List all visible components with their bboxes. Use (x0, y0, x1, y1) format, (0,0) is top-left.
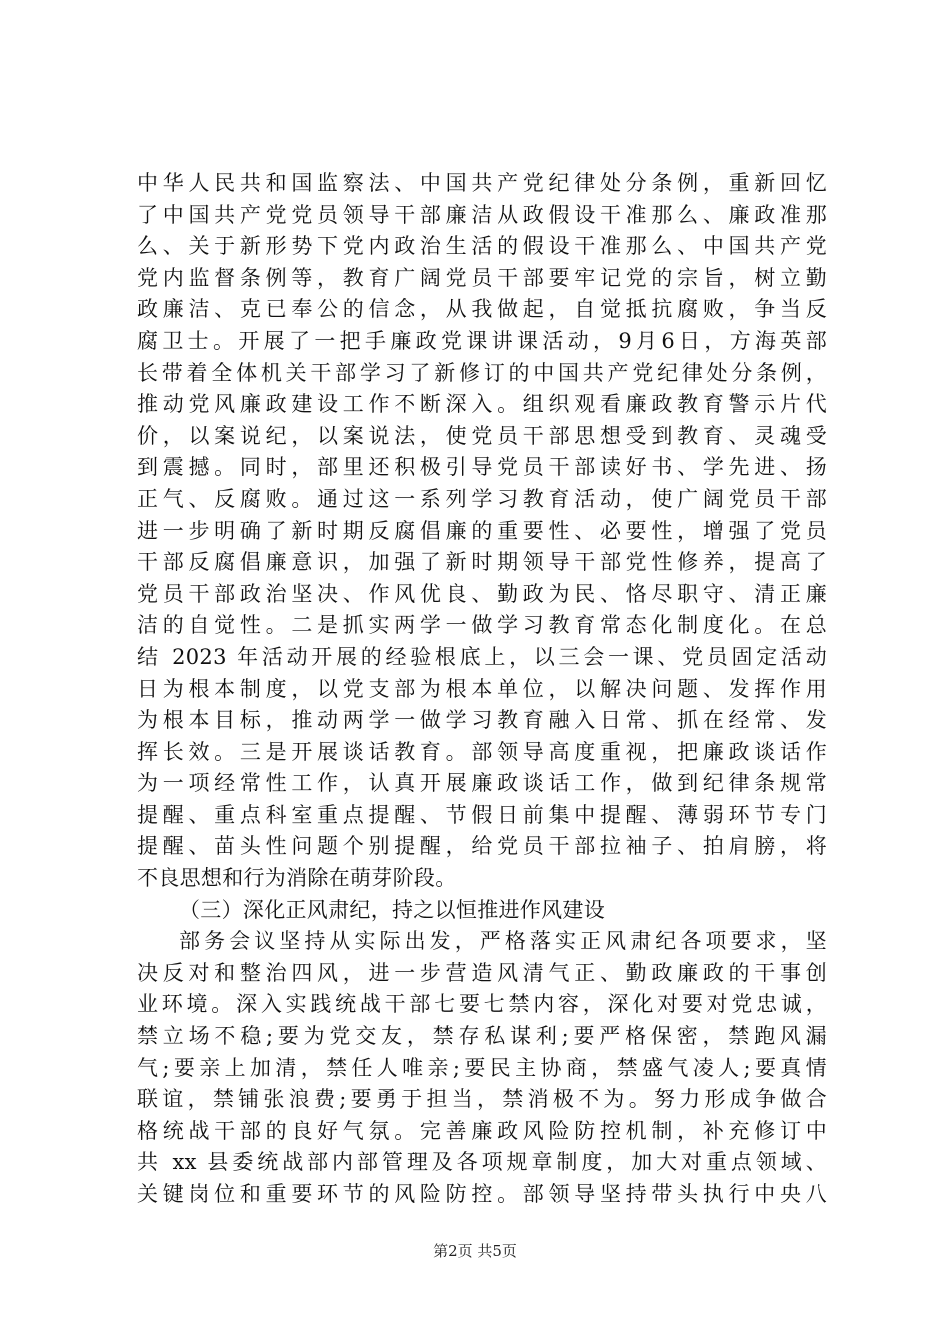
text-line: 提醒、重点科室重点提醒、节假日前集中提醒、薄弱环节专门 (137, 802, 827, 827)
text-line: 党员干部政治坚决、作风优良、勤政为民、恪尽职守、清正廉 (137, 581, 827, 606)
text-line: 共 xx 县委统战部内部管理及各项规章制度，加大对重点领域、 (137, 1150, 827, 1175)
text-line: 价，以案说纪，以案说法，使党员干部思想受到教育、灵魂受 (137, 423, 827, 448)
text-line: 提醒、苗头性问题个别提醒，给党员干部拉袖子、拍肩膀，将 (137, 834, 827, 859)
text-line: 么、关于新形势下党内政治生活的假设干准那么、中国共产党 (137, 234, 827, 259)
text-line: 为一项经常性工作，认真开展廉政谈话工作，做到纪律条规常 (137, 771, 827, 796)
text-line: 业环境。深入实践统战干部七要七禁内容，深化对要对党忠诚， (137, 992, 827, 1017)
text-line: 到震撼。同时，部里还积极引导党员干部读好书、学先进、扬 (137, 455, 827, 480)
text-line: 联谊，禁铺张浪费;要勇于担当，禁消极不为。努力形成争做合 (137, 1087, 827, 1112)
text-line: 格统战干部的良好气氛。完善廉政风险防控机制，补充修订中 (137, 1118, 827, 1143)
document-body (137, 168, 827, 1211)
text-line: 了中国共产党党员领导干部廉洁从政假设干准那么、廉政准那 (137, 202, 827, 227)
text-line: 不良思想和行为消除在萌芽阶段。 (137, 866, 457, 891)
text-line: 结 2023 年活动开展的经验根底上，以三会一课、党员固定活动 (137, 644, 827, 669)
text-line: 腐卫士。开展了一把手廉政党课讲课活动，9月6日，方海英部 (137, 328, 827, 353)
text-line: 禁立场不稳;要为党交友，禁存私谋利;要严格保密，禁跑风漏 (137, 1024, 827, 1049)
text-line: 气;要亲上加清，禁任人唯亲;要民主协商，禁盛气凌人;要真情 (137, 1055, 827, 1080)
text-line: 日为根本制度，以党支部为根本单位，以解决问题、发挥作用 (137, 676, 827, 701)
text-line: 干部反腐倡廉意识，加强了新时期领导干部党性修养，提高了 (137, 550, 827, 575)
text-line: 正气、反腐败。通过这一系列学习教育活动，使广阔党员干部 (137, 486, 827, 511)
page-number-footer: 第2页 共5页 (433, 1242, 517, 1260)
text-line: 政廉洁、克已奉公的信念，从我做起，自觉抵抗腐败，争当反 (137, 297, 827, 322)
text-line: 挥长效。三是开展谈话教育。部领导高度重视，把廉政谈话作 (137, 739, 827, 764)
text-line: 决反对和整治四风，进一步营造风清气正、勤政廉政的干事创 (137, 960, 827, 985)
text-line: 关键岗位和重要环节的风险防控。部领导坚持带头执行中央八 (137, 1182, 827, 1206)
text-line: 推动党风廉政建设工作不断深入。组织观看廉政教育警示片代 (137, 392, 827, 417)
text-line: 洁的自觉性。二是抓实两学一做学习教育常态化制度化。在总 (137, 613, 827, 638)
section-heading: （三）深化正风肃纪，持之以恒推进作风建设 (179, 897, 605, 922)
text-line: 为根本目标，推动两学一做学习教育融入日常、抓在经常、发 (137, 708, 827, 733)
text-line: 党内监督条例等，教育广阔党员干部要牢记党的宗旨，树立勤 (137, 265, 827, 290)
text-line: 进一步明确了新时期反腐倡廉的重要性、必要性，增强了党员 (137, 518, 827, 543)
text-line: 长带着全体机关干部学习了新修订的中国共产党纪律处分条例， (137, 360, 827, 385)
text-line: 部务会议坚持从实际出发，严格落实正风肃纪各项要求，坚 (179, 929, 827, 954)
text-line: 中华人民共和国监察法、中国共产党纪律处分条例，重新回忆 (137, 171, 827, 195)
